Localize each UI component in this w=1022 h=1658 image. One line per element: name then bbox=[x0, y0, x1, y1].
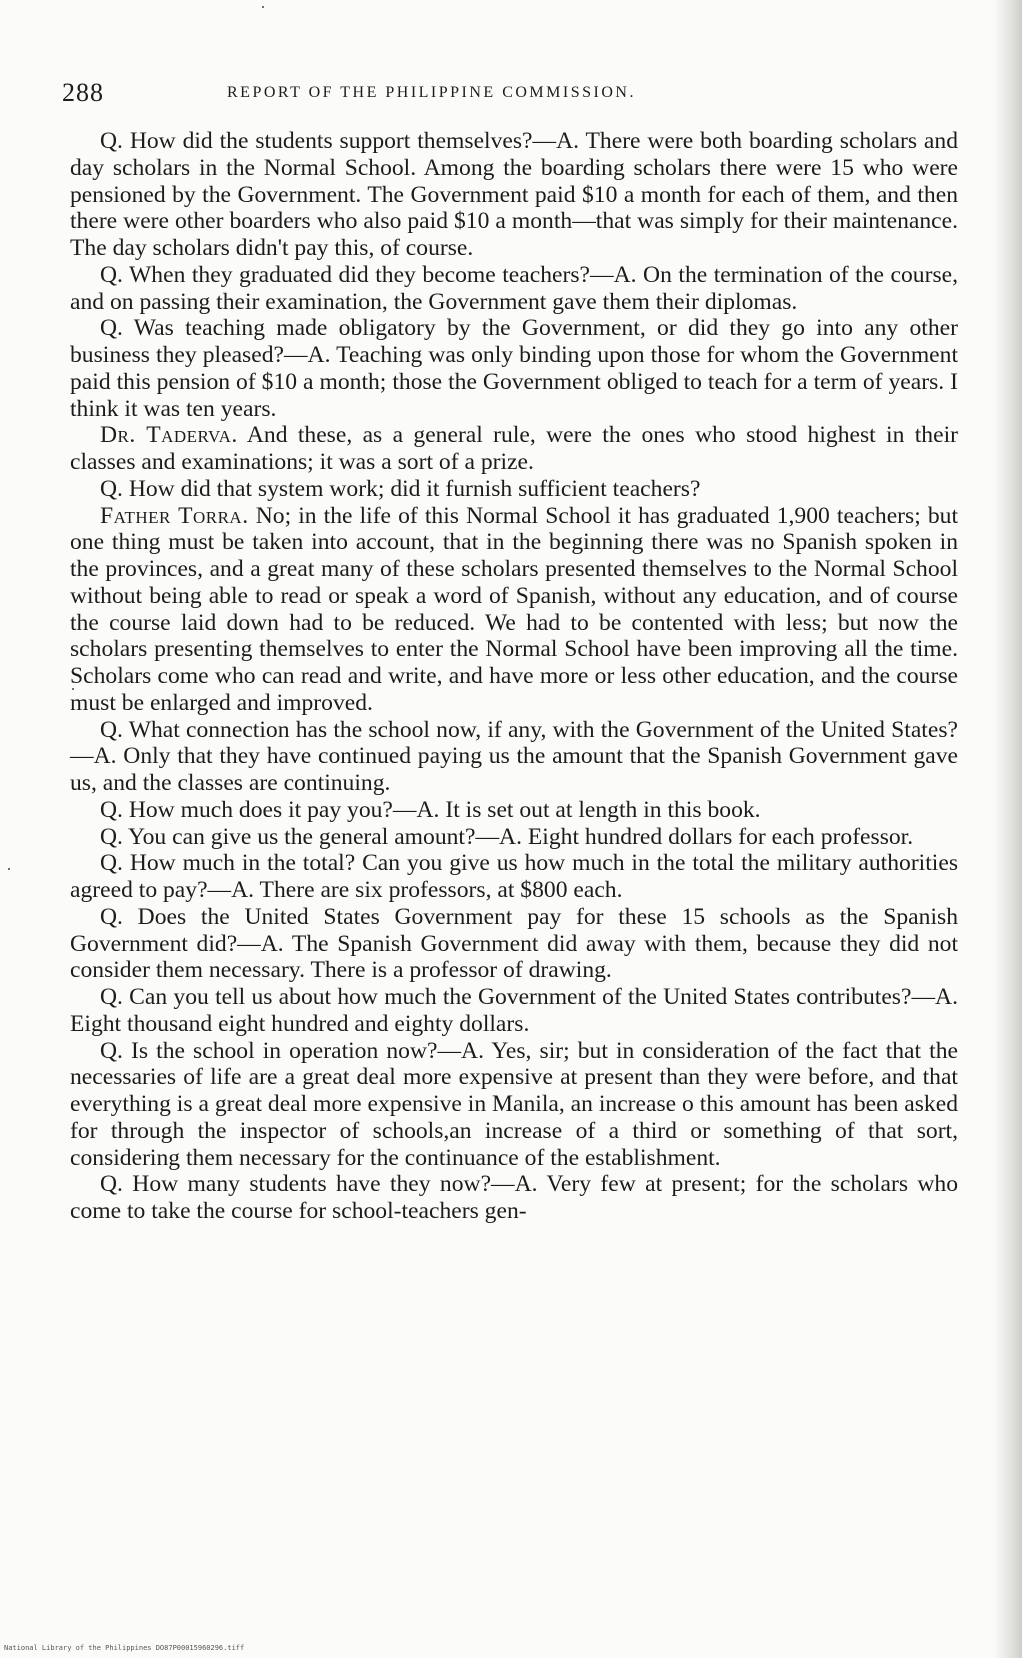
paragraph-text: Q. How many students have they now?—A. Very few at present; for the scholars who come to take the course for school-teachers gen- bbox=[70, 1171, 958, 1224]
paragraph bbox=[70, 262, 958, 316]
paragraph-text: Q. How much in the total? Can you give us how much in the total the military authorities agreed to pay?—A. There are six professors, at $800 each. bbox=[70, 850, 958, 903]
paragraph bbox=[70, 850, 958, 904]
paragraph-text: Q. Can you tell us about how much the Government of the United States contributes?—A. Eight thousand eight hundred and eighty dollars. bbox=[70, 984, 958, 1037]
scan-speck bbox=[262, 6, 264, 8]
paragraph bbox=[70, 904, 958, 984]
speaker-label: Father Torra. bbox=[100, 502, 249, 529]
page-header bbox=[62, 78, 802, 112]
paragraph bbox=[70, 717, 958, 797]
paragraph bbox=[70, 797, 958, 824]
paragraph bbox=[70, 128, 958, 262]
paragraph-text: And these, as a general rule, were the ones who stood highest in their classes and examinations; it was a sort of a prize. bbox=[70, 422, 958, 475]
scan-footer-stamp: National Library of the Philippines DO87P00015960296.tiff bbox=[4, 1644, 245, 1652]
paragraph bbox=[70, 503, 958, 717]
body-text bbox=[70, 128, 958, 1225]
paragraph-text: Q. When they graduated did they become teachers?—A. On the termination of the course, and on passing their examination, the Government gave them their diplomas. bbox=[70, 261, 958, 315]
paragraph-text: Q. What connection has the school now, if any, with the Government of the United States?—A. Only that they have continued paying us the amount that the Spanish Government gave us, and the classes are continuing. bbox=[70, 716, 958, 796]
paragraph-text: Q. Is the school in operation now?—A. Yes, sir; but in consideration of the fact that the necessaries of life are a great deal more expensive at present than they were before, and that everything is a great deal more expensive in Manila, an increase o this amount has been asked for through the inspector of schools,an increase of a third or something of that sort, considering them necessary for the continuance of the establishment. bbox=[70, 1037, 958, 1171]
paragraph-text: Q. How much does it pay you?—A. It is set out at length in this book. bbox=[100, 796, 761, 823]
scan-speck bbox=[8, 868, 10, 870]
scanned-page-edge bbox=[994, 0, 1022, 1658]
running-head: REPORT OF THE PHILIPPINE COMMISSION. bbox=[227, 84, 636, 101]
paragraph bbox=[70, 984, 958, 1038]
paragraph bbox=[70, 1038, 958, 1172]
paragraph-text: No; in the life of this Normal School it has graduated 1,900 teachers; but one thing must be taken into account, that in the beginning there was no Spanish spoken in the provinces, and a great many of these scholars presented themselves to the Normal School without being able to read or speak a word of Spanish, without any education, and of course the course laid down had to be reduced. We had to be contented with less; but now the scholars presenting themselves to enter the Normal School have been improving all the time. Scholars come who can read and write, and have more or less other education, and the course must be enlarged and improved. bbox=[70, 502, 959, 716]
paragraph-text: Q. You can give us the general amount?—A. Eight hundred dollars for each professor. bbox=[100, 823, 914, 850]
paragraph-text: Q. How did the students support themselves?—A. There were both boarding scholars and day scholars in the Normal School. Among the boarding scholars there were 15 who were pensioned by the Government. The Government paid $10 a month for each of them, and then there were other boarders who also paid $10 a month—that was simply for their maintenance. The day scholars didn't pay this, of course. bbox=[70, 128, 958, 261]
paragraph-text: Q. Does the United States Government pay for these 15 schools as the Spanish Government did?—A. The Spanish Government did away with them, because they did not consider them necessary. There is a professor of drawing. bbox=[70, 903, 958, 984]
paragraph bbox=[70, 824, 958, 851]
paragraph-text: Q. How did that system work; did it furnish sufficient teachers? bbox=[100, 475, 701, 502]
paragraph bbox=[70, 1171, 958, 1225]
paragraph bbox=[70, 422, 958, 476]
paragraph-text: Q. Was teaching made obligatory by the Government, or did they go into any other business they pleased?—A. Teaching was only binding upon those for whom the Government paid this pension of $10 a month; those the Government obliged to teach for a term of years. I think it was ten years. bbox=[70, 315, 958, 422]
paragraph bbox=[70, 315, 958, 422]
page-number: 288 bbox=[62, 78, 104, 107]
paragraph bbox=[70, 476, 958, 503]
speaker-label: Dr. Taderva. bbox=[100, 422, 238, 449]
